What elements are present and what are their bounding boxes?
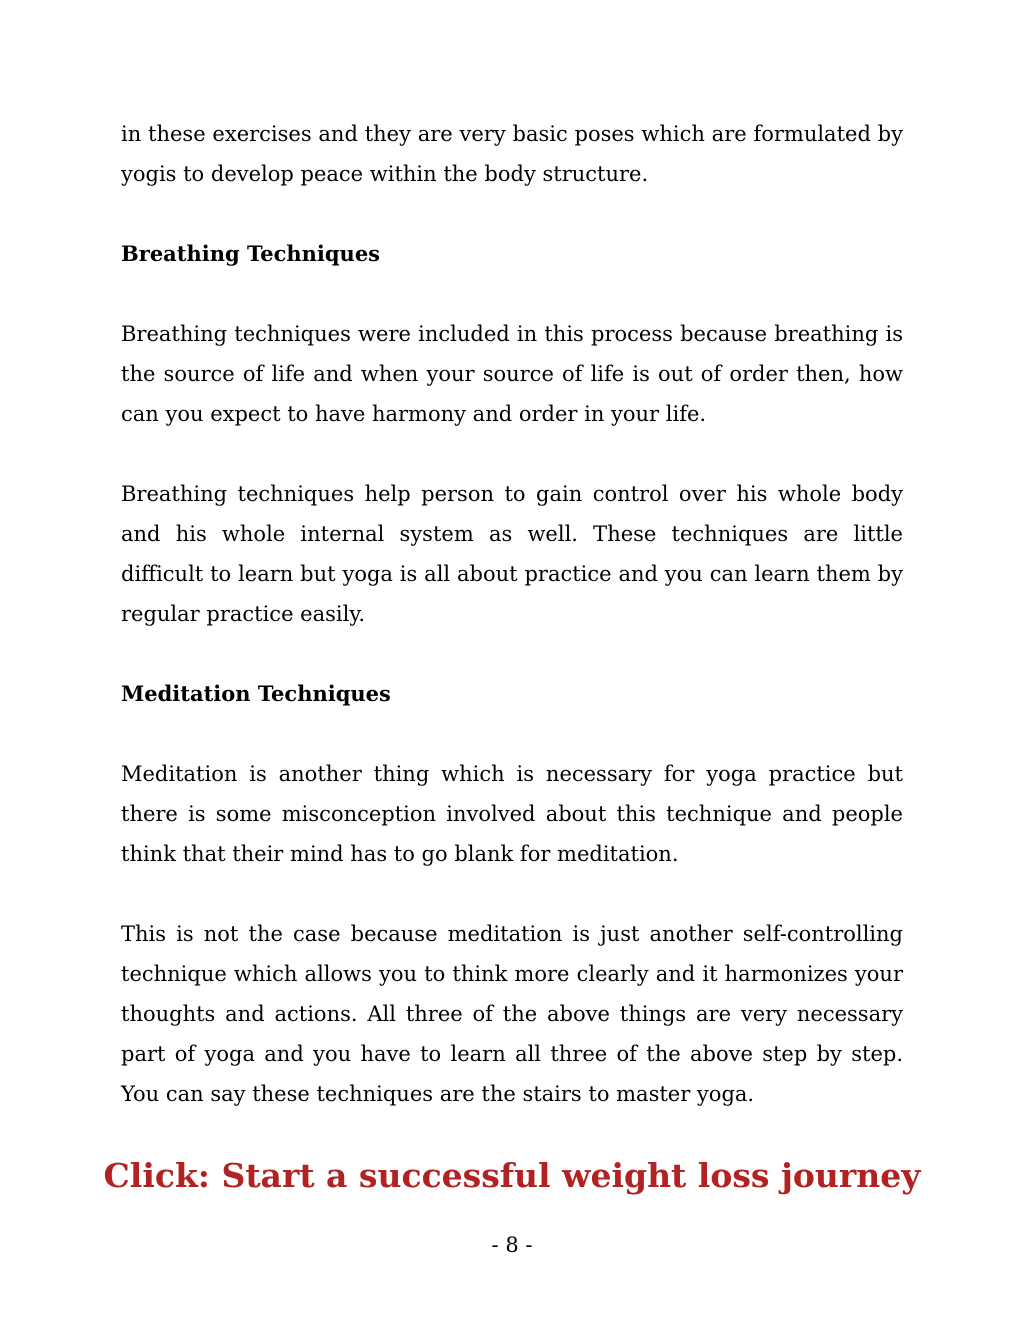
paragraph-intro-continuation: in these exercises and they are very basic poses which are formulated by yogis to develop peace within the body structure. [121,122,903,186]
weight-loss-journey-link[interactable]: Click: Start a successful weight loss journey [103,1156,921,1195]
document-body [121,114,903,1154]
heading-meditation-techniques: Meditation Techniques [121,681,391,706]
paragraph-breathing-1: Breathing techniques were included in this process because breathing is the source of life and when your source of life is out of order then, how can you expect to have harmony and order in your life. [121,322,903,426]
page-number: - 8 - [491,1233,533,1257]
heading-breathing-techniques: Breathing Techniques [121,241,381,266]
paragraph-meditation-2: This is not the case because meditation is just another self-controlling technique which allows you to think more clearly and it harmonizes your thoughts and actions. All three of the above things are very necessary part of yoga and you have to learn all three of the above step by step. You can say these techniques are the stairs to master yoga. [121,922,903,1106]
paragraph-meditation-1: Meditation is another thing which is necessary for yoga practice but there is some misconception involved about this technique and people think that their mind has to go blank for meditation. [121,762,903,866]
paragraph-breathing-2: Breathing techniques help person to gain control over his whole body and his whole internal system as well. These techniques are little difficult to learn but yoga is all about practice and you can learn them by regular practice easily. [121,482,903,626]
